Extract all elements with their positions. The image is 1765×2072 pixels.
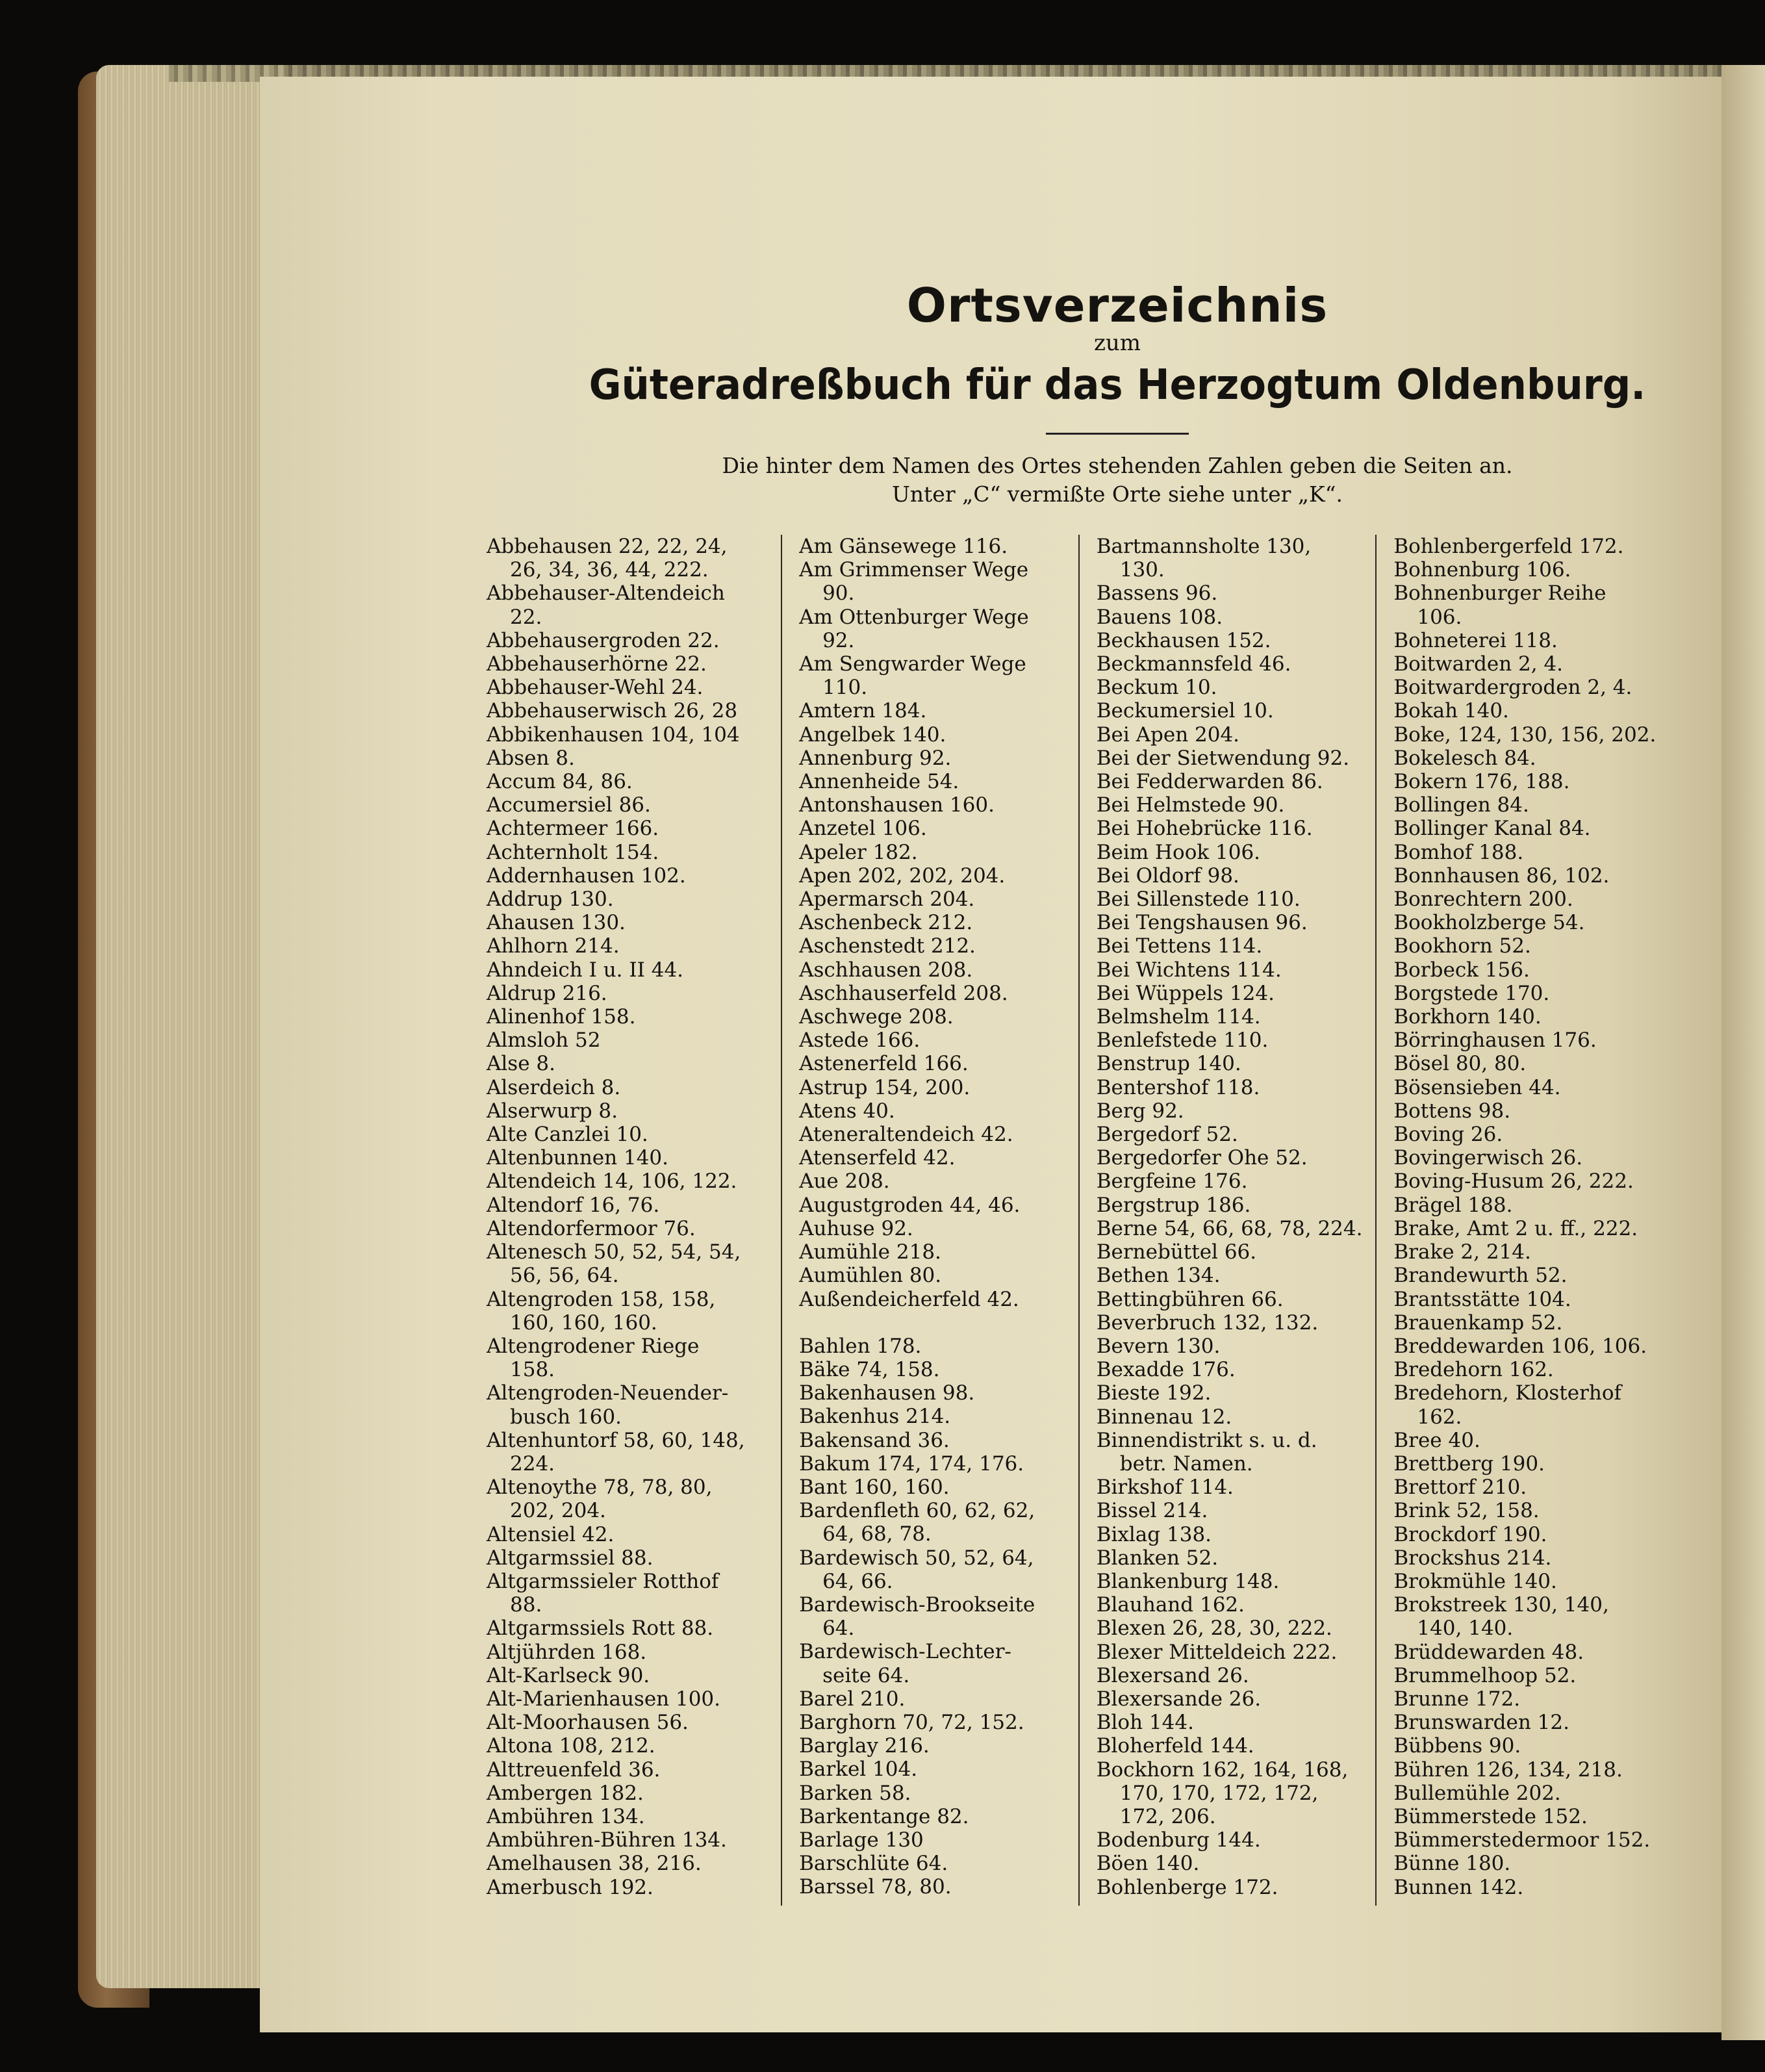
index-entry: 110. xyxy=(822,676,868,700)
index-entry: Bohlenbergerfeld 172. xyxy=(1393,535,1624,558)
index-entry: Ateneraltendeich 42. xyxy=(799,1123,1013,1147)
index-entry: Binnenau 12. xyxy=(1096,1405,1232,1429)
index-entry: Blanken 52. xyxy=(1096,1546,1219,1570)
index-entry: Berg 92. xyxy=(1096,1099,1184,1123)
index-entry: Bardenfleth 60, 62, 62, xyxy=(799,1499,1035,1523)
index-entry: 140, 140. xyxy=(1417,1617,1514,1641)
index-entry: Addernhausen 102. xyxy=(487,863,686,888)
index-entry: Altgarmssiels Rott 88. xyxy=(487,1617,714,1641)
index-entry: Aschhauserfeld 208. xyxy=(799,981,1008,1005)
intro-note-line-2: Unter „C“ vermißte Orte siehe unter „K“. xyxy=(891,481,1343,507)
index-entry: Accumersiel 86. xyxy=(487,793,651,817)
index-entry: Brunne 172. xyxy=(1393,1687,1521,1711)
index-entry: Bredehorn, Klosterhof xyxy=(1393,1381,1621,1405)
index-entry: Abbehausergroden 22. xyxy=(487,628,720,652)
index-entry: Ahlhorn 214. xyxy=(487,934,620,958)
index-entry: Brauenkamp 52. xyxy=(1393,1311,1563,1335)
index-entry: Aschenbeck 212. xyxy=(799,911,973,935)
index-entry: Altendeich 14, 106, 122. xyxy=(487,1170,737,1194)
index-entry: Bettingbühren 66. xyxy=(1096,1287,1284,1311)
index-entry: 22. xyxy=(510,605,542,629)
index-entry: Beckumersiel 10. xyxy=(1096,699,1274,723)
index-entry: Ahndeich I u. II 44. xyxy=(487,958,684,982)
index-entry: Abbehauser-Altendeich xyxy=(487,582,725,606)
index-entry: Abbehauser-Wehl 24. xyxy=(487,676,704,700)
index-entry: Belmshelm 114. xyxy=(1096,1005,1261,1029)
index-entry: Apen 202, 202, 204. xyxy=(799,863,1006,888)
index-entry: Bösensieben 44. xyxy=(1393,1075,1561,1099)
index-entry: Bant 160, 160. xyxy=(799,1475,950,1499)
index-entry: Beckmannsfeld 46. xyxy=(1096,652,1291,676)
index-entry: Bredehorn 162. xyxy=(1393,1358,1554,1382)
index-entry: 56, 56, 64. xyxy=(510,1264,619,1288)
index-entry: Bei der Sietwendung 92. xyxy=(1096,746,1350,770)
index-entry: Altengroden-Neuender- xyxy=(487,1381,729,1405)
index-entry: Brantsstätte 104. xyxy=(1393,1287,1571,1311)
index-entry: Bullemühle 202. xyxy=(1393,1781,1561,1805)
index-entry: Alttreuenfeld 36. xyxy=(487,1758,661,1782)
index-entry: Atens 40. xyxy=(799,1099,895,1123)
index-entry: 162. xyxy=(1417,1405,1462,1429)
index-entry: 170, 170, 172, 172, xyxy=(1119,1781,1319,1805)
index-entry: Barssel 78, 80. xyxy=(799,1875,952,1899)
index-entry: Blauhand 162. xyxy=(1096,1593,1245,1617)
index-entry: Altgarmssiel 88. xyxy=(487,1546,654,1570)
index-entry: Altendorfermoor 76. xyxy=(487,1216,696,1240)
index-entry: 88. xyxy=(510,1593,542,1617)
index-entry: 172, 206. xyxy=(1119,1804,1216,1828)
index-entry: Barel 210. xyxy=(799,1687,906,1711)
index-entry: Bübbens 90. xyxy=(1393,1734,1521,1758)
index-entry: Bookhorn 52. xyxy=(1393,934,1531,958)
index-entry: Altenoythe 78, 78, 80, xyxy=(487,1476,713,1500)
index-entry: Bokelesch 84. xyxy=(1393,746,1536,770)
index-entry: Benlefstede 110. xyxy=(1096,1029,1269,1053)
index-entry: Bixlag 138. xyxy=(1096,1522,1212,1546)
index-entry: Bakenhus 214. xyxy=(799,1405,951,1429)
index-entry: Brockshus 214. xyxy=(1393,1546,1552,1570)
index-entry: Bümmerstedermoor 152. xyxy=(1393,1828,1651,1852)
index-entry: Bonnhausen 86, 102. xyxy=(1393,863,1610,888)
index-entry: 160, 160, 160. xyxy=(510,1311,657,1335)
index-entry: Abbehausen 22, 22, 24, xyxy=(487,535,728,558)
index-entry: Barkentange 82. xyxy=(799,1804,969,1828)
index-entry: Bieste 192. xyxy=(1096,1381,1212,1405)
index-entry: Achtermeer 166. xyxy=(487,817,659,841)
index-entry: Börringhausen 176. xyxy=(1393,1029,1597,1053)
index-entry: Alt-Moorhausen 56. xyxy=(487,1711,689,1735)
index-entry: Borgstede 170. xyxy=(1393,981,1550,1005)
index-entry: Bohlenberge 172. xyxy=(1096,1875,1278,1899)
index-entry: 64. xyxy=(822,1617,855,1641)
index-entry: Brettberg 190. xyxy=(1393,1452,1545,1476)
index-entry: Anzetel 106. xyxy=(799,817,927,841)
index-entry: Achternholt 154. xyxy=(487,840,659,864)
index-entry: Bösel 80, 80. xyxy=(1393,1052,1527,1076)
index-entry: Atenserfeld 42. xyxy=(799,1146,956,1170)
index-entry: Brüddewarden 48. xyxy=(1393,1640,1584,1664)
index-entry: Bei Wüppels 124. xyxy=(1096,981,1275,1005)
index-entry: Bookholzberge 54. xyxy=(1393,911,1585,935)
index-entry: Borkhorn 140. xyxy=(1393,1005,1542,1029)
index-entry: Boving 26. xyxy=(1393,1123,1503,1147)
index-entry: Bollinger Kanal 84. xyxy=(1393,817,1591,841)
index-entry: Brake, Amt 2 u. ff., 222. xyxy=(1393,1216,1638,1240)
index-entry: Ambergen 182. xyxy=(487,1781,644,1805)
index-entry: Brockdorf 190. xyxy=(1393,1522,1547,1546)
index-entry: Annenheide 54. xyxy=(799,770,959,794)
index-entry: Addrup 130. xyxy=(487,888,614,912)
index-entry: Annenburg 92. xyxy=(799,746,952,770)
index-entry: Blexersande 26. xyxy=(1096,1687,1262,1711)
index-entry: Bergedorfer Ohe 52. xyxy=(1096,1146,1308,1170)
index-entry: Apeler 182. xyxy=(799,840,918,864)
index-entry: Bonrechtern 200. xyxy=(1393,888,1573,912)
index-entry: Aumühlen 80. xyxy=(799,1264,942,1288)
index-entry: Alt-Marienhausen 100. xyxy=(487,1687,721,1711)
index-entry: Bassens 96. xyxy=(1096,582,1218,606)
index-entry: Accum 84, 86. xyxy=(487,770,633,794)
index-entry: Böen 140. xyxy=(1096,1852,1200,1876)
index-entry: Bäke 74, 158. xyxy=(799,1357,940,1381)
index-entry: Amtern 184. xyxy=(799,699,927,723)
index-entry: Bokern 176, 188. xyxy=(1393,770,1570,794)
index-entry: Alte Canzlei 10. xyxy=(487,1123,648,1147)
index-entry: Blankenburg 148. xyxy=(1096,1569,1280,1593)
index-entry: Brägel 188. xyxy=(1393,1193,1513,1217)
index-entry: Bergstrup 186. xyxy=(1096,1193,1251,1217)
index-entry: Alt-Karlseck 90. xyxy=(487,1663,650,1687)
index-entry: Bohnenburg 106. xyxy=(1393,558,1571,582)
page-subtitle: Güteradreßbuch für das Herzogtum Oldenburg. xyxy=(589,361,1646,409)
index-entry: Bardewisch 50, 52, 64, xyxy=(799,1546,1034,1570)
index-entry: Astrup 154, 200. xyxy=(799,1075,971,1099)
index-entry: Bollingen 84. xyxy=(1393,793,1529,817)
index-entry: Bei Fedderwarden 86. xyxy=(1096,770,1323,794)
index-column-2 xyxy=(781,535,1078,1906)
index-entry: Barschlüte 64. xyxy=(799,1852,948,1876)
index-entry: Bergfeine 176. xyxy=(1096,1170,1248,1194)
index-entry: Brokstreek 130, 140, xyxy=(1393,1593,1609,1617)
index-entry: Bomhof 188. xyxy=(1393,840,1524,864)
index-entry: Boving-Husum 26, 222. xyxy=(1393,1170,1634,1194)
index-entry: Bohneterei 118. xyxy=(1393,628,1558,652)
index-entry: Aue 208. xyxy=(799,1170,890,1194)
index-entry: 224. xyxy=(510,1452,555,1476)
index-entry: Barkel 104. xyxy=(799,1758,918,1782)
index-entry: Beverbruch 132, 132. xyxy=(1096,1311,1319,1335)
index-column-4 xyxy=(1375,535,1673,1906)
index-entry: Brake 2, 214. xyxy=(1393,1240,1531,1264)
index-entry: Barlage 130 xyxy=(799,1828,924,1852)
index-entry: Am Ottenburger Wege xyxy=(799,605,1029,629)
index-entry: Bartmannsholte 130, xyxy=(1096,535,1312,558)
index-entry: Bakensand 36. xyxy=(799,1428,950,1452)
index-entry: 64, 68, 78. xyxy=(822,1522,932,1546)
index-entry: 158. xyxy=(510,1358,555,1382)
index-entry: Altensiel 42. xyxy=(487,1522,615,1546)
index-entry: 130. xyxy=(1119,558,1165,582)
index-entry: seite 64. xyxy=(822,1663,910,1687)
index-entry: Astenerfeld 166. xyxy=(799,1052,969,1076)
index-entry: Bentershof 118. xyxy=(1096,1075,1260,1099)
index-entry: Bardewisch-Brookseite xyxy=(799,1592,1035,1617)
index-entry: 26, 34, 36, 44, 222. xyxy=(510,558,709,582)
index-entry: betr. Namen. xyxy=(1119,1452,1253,1476)
index-column-3 xyxy=(1078,535,1376,1906)
index-entry: Almsloh 52 xyxy=(487,1029,601,1053)
index-entry: Absen 8. xyxy=(487,746,575,770)
index-entry: Altona 108, 212. xyxy=(487,1734,655,1758)
index-entry: Bunnen 142. xyxy=(1393,1875,1524,1899)
page-header xyxy=(507,278,1728,509)
index-entry: Amelhausen 38, 216. xyxy=(487,1852,702,1876)
index-entry: Bauens 108. xyxy=(1096,605,1223,629)
index-entry: Angelbek 140. xyxy=(799,723,946,747)
index-entry: 106. xyxy=(1417,605,1462,629)
index-columns xyxy=(484,535,1673,1906)
page-edges xyxy=(96,65,285,1988)
index-entry: 202, 204. xyxy=(510,1499,606,1523)
index-entry: Brummelhoop 52. xyxy=(1393,1663,1577,1687)
index-entry: Ambühren 134. xyxy=(487,1804,645,1828)
index-entry: Altenbunnen 140. xyxy=(487,1146,668,1170)
index-entry: Bexadde 176. xyxy=(1096,1358,1236,1382)
index-entry: Alserdeich 8. xyxy=(487,1075,621,1099)
index-entry: 90. xyxy=(822,582,855,606)
index-entry: Beckhausen 152. xyxy=(1096,628,1271,652)
index-entry: Altengrodener Riege xyxy=(487,1334,700,1358)
index-entry: Bernebüttel 66. xyxy=(1096,1240,1257,1264)
index-entry: Bockhorn 162, 164, 168, xyxy=(1096,1758,1349,1782)
index-entry: Alse 8. xyxy=(487,1052,555,1076)
index-entry: Aschenstedt 212. xyxy=(799,934,976,958)
intro-note-line-1: Die hinter dem Namen des Ortes stehenden Zahlen geben die Seiten an. xyxy=(722,453,1513,478)
index-entry: Altendorf 16, 76. xyxy=(487,1193,660,1217)
index-entry: Am Sengwarder Wege xyxy=(799,652,1026,676)
index-entry: Beim Hook 106. xyxy=(1096,840,1261,864)
index-column-1 xyxy=(484,535,781,1906)
index-entry: Berne 54, 66, 68, 78, 224. xyxy=(1096,1216,1363,1240)
index-entry: Bünne 180. xyxy=(1393,1852,1511,1876)
index-entry: Bei Tengshausen 96. xyxy=(1096,911,1308,935)
index-entry: Breddewarden 106, 106. xyxy=(1393,1334,1647,1358)
index-entry: Beckum 10. xyxy=(1096,676,1217,700)
index-entry: Bakenhausen 98. xyxy=(799,1381,975,1405)
index-entry: Abbikenhausen 104, 104 xyxy=(487,723,740,747)
index-entry: Apermarsch 204. xyxy=(799,888,975,912)
index-entry: Bei Wichtens 114. xyxy=(1096,958,1282,982)
index-entry: Bei Apen 204. xyxy=(1096,723,1240,747)
index-entry: Bahlen 178. xyxy=(799,1334,922,1358)
index-entry: Birkshof 114. xyxy=(1096,1476,1234,1500)
index-entry: Bei Sillenstede 110. xyxy=(1096,888,1301,912)
index-entry: Brunswarden 12. xyxy=(1393,1711,1569,1735)
index-entry: Ahausen 130. xyxy=(487,911,626,935)
index-entry: Brink 52, 158. xyxy=(1393,1499,1540,1523)
index-entry: Brokmühle 140. xyxy=(1393,1569,1557,1593)
index-entry: Auhuse 92. xyxy=(799,1216,913,1240)
index-entry: Bovingerwisch 26. xyxy=(1393,1146,1583,1170)
index-entry: Boitwardergroden 2, 4. xyxy=(1393,676,1632,700)
index-entry: Bissel 214. xyxy=(1096,1499,1208,1523)
index-entry: Bei Tettens 114. xyxy=(1096,934,1263,958)
index-entry: Alinenhof 158. xyxy=(487,1005,636,1029)
index-entry: Barghorn 70, 72, 152. xyxy=(799,1710,1024,1734)
index-entry: Antonshausen 160. xyxy=(799,793,995,817)
index-entry: Bodenburg 144. xyxy=(1096,1828,1261,1852)
title-connector: zum xyxy=(1093,330,1141,356)
index-entry: Altgarmssieler Rotthof xyxy=(487,1569,719,1593)
index-entry: Bokah 140. xyxy=(1393,699,1509,723)
index-entry: Binnendistrikt s. u. d. xyxy=(1096,1428,1317,1452)
index-entry: Augustgroden 44, 46. xyxy=(799,1193,1021,1217)
index-entry: Bethen 134. xyxy=(1096,1264,1221,1288)
page-title: Ortsverzeichnis xyxy=(906,278,1328,333)
index-entry: Aschwege 208. xyxy=(799,1005,954,1029)
index-entry: 64, 66. xyxy=(822,1569,893,1593)
index-entry: Brandewurth 52. xyxy=(1393,1264,1568,1288)
index-entry: Bei Hohebrücke 116. xyxy=(1096,817,1313,841)
index-entry: Bei Helmstede 90. xyxy=(1096,793,1285,817)
index-entry: Am Grimmenser Wege xyxy=(799,558,1029,582)
index-entry: Barken 58. xyxy=(799,1781,911,1805)
index-entry: Amerbusch 192. xyxy=(487,1875,654,1899)
index-entry: Blexer Mitteldeich 222. xyxy=(1096,1640,1338,1664)
index-entry: Bühren 126, 134, 218. xyxy=(1393,1758,1623,1782)
index-entry: Bevern 130. xyxy=(1096,1334,1221,1358)
index-entry: Alserwurp 8. xyxy=(487,1099,618,1123)
title-rule xyxy=(1046,433,1189,435)
index-entry: Blexersand 26. xyxy=(1096,1663,1249,1687)
index-entry: Bottens 98. xyxy=(1393,1099,1511,1123)
index-entry: Altenhuntorf 58, 60, 148, xyxy=(487,1428,745,1452)
index-entry: busch 160. xyxy=(510,1405,622,1429)
index-entry: Bree 40. xyxy=(1393,1428,1480,1452)
index-entry: Bümmerstede 152. xyxy=(1393,1804,1588,1828)
facing-page-edge xyxy=(1721,65,1765,2040)
index-entry: Astede 166. xyxy=(799,1029,921,1053)
index-entry: Bardewisch-Lechter- xyxy=(799,1640,1011,1664)
index-entry: Altenesch 50, 52, 54, 54, xyxy=(487,1240,741,1264)
index-entry: Bohnenburger Reihe xyxy=(1393,582,1606,606)
index-entry: Ambühren-Bühren 134. xyxy=(487,1828,727,1852)
index-entry: Aschhausen 208. xyxy=(799,958,973,982)
index-entry: 92. xyxy=(822,628,855,652)
index-entry: Außendeicherfeld 42. xyxy=(799,1287,1019,1311)
index-entry: Aumühle 218. xyxy=(799,1240,941,1264)
index-entry: Abbehauserwisch 26, 28 xyxy=(487,699,738,723)
index-entry: Bei Oldorf 98. xyxy=(1096,863,1239,888)
index-entry: Boke, 124, 130, 156, 202. xyxy=(1393,723,1657,747)
index-entry: Bakum 174, 174, 176. xyxy=(799,1452,1024,1476)
index-entry: Am Gänsewege 116. xyxy=(799,535,1008,558)
index-entry: Borbeck 156. xyxy=(1393,958,1530,982)
index-entry: Barglay 216. xyxy=(799,1734,930,1758)
index-entry: Altjührden 168. xyxy=(487,1640,647,1664)
index-entry: Aldrup 216. xyxy=(487,981,607,1005)
index-entry: Bergedorf 52. xyxy=(1096,1123,1238,1147)
index-entry: Boitwarden 2, 4. xyxy=(1393,652,1564,676)
index-entry: Abbehauserhörne 22. xyxy=(487,652,707,676)
index-entry: Benstrup 140. xyxy=(1096,1052,1241,1076)
index-entry: Altengroden 158, 158, xyxy=(487,1287,716,1311)
index-entry: Brettorf 210. xyxy=(1393,1476,1527,1500)
index-entry: Bloherfeld 144. xyxy=(1096,1734,1254,1758)
index-entry: Bloh 144. xyxy=(1096,1711,1194,1735)
index-entry: Blexen 26, 28, 30, 222. xyxy=(1096,1617,1332,1641)
